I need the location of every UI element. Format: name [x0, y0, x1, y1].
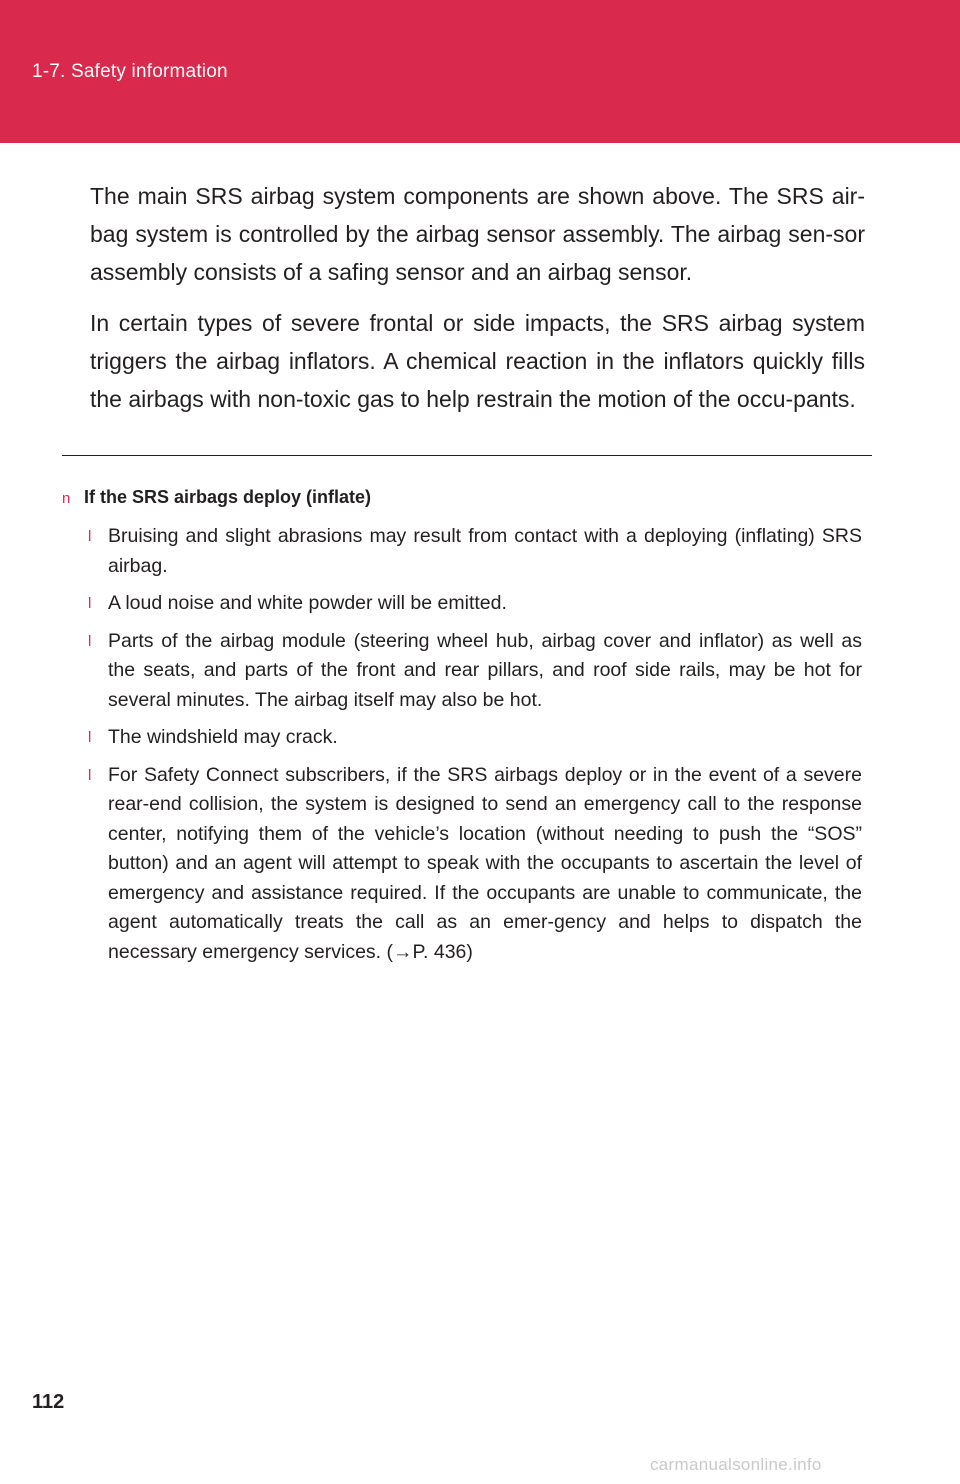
intro-section	[90, 177, 865, 431]
page-number: 112	[32, 1391, 65, 1413]
note-bullet-list	[62, 522, 862, 967]
intro-paragraph: The main SRS airbag system components are shown above. The SRS air-bag system is controlled by the airbag sensor assembly. The airbag sen-sor assembly consists of a safing sensor and an airbag sensor.	[90, 183, 865, 285]
list-item-text: A loud noise and white powder will be emitted.	[108, 592, 507, 614]
list-item	[62, 627, 862, 716]
intro-paragraph: In certain types of severe frontal or side impacts, the SRS airbag system triggers the airbag inflators. A chemical reaction in the inflators quickly fills the airbags with non-toxic gas to help restrain the motion of the occu-pants.	[90, 310, 865, 412]
bullet-icon: l	[88, 766, 92, 784]
square-bullet-icon: n	[62, 490, 71, 507]
bullet-icon: l	[88, 729, 92, 746]
note-heading	[62, 484, 862, 512]
section-title: 1-7. Safety information	[32, 61, 228, 82]
list-item	[62, 761, 862, 968]
list-item-text: The windshield may crack.	[108, 726, 338, 748]
list-item-text: Parts of the airbag module (steering wheel hub, airbag cover and inflator) as well as the seats, and parts of the front and rear pillars, and roof side rails, may be hot for several minutes. The airbag itself may also be hot.	[108, 629, 862, 711]
section-divider	[62, 455, 872, 456]
bullet-icon: l	[88, 632, 92, 650]
bullet-icon: l	[88, 595, 92, 612]
header-band	[0, 0, 960, 143]
list-item	[62, 522, 862, 581]
list-item-text: For Safety Connect subscribers, if the SRS airbags deploy or in the event of a severe rear-end collision, the system is designed to send an emergency call to the response center, notifying them of the vehicle’s location (without needing to push the “SOS” button) and an agent will attempt to speak with the occupants to ascertain the level of emergency and assistance required. If the occupants are unable to communicate, the agent automatically treats the call as an emer-gency and helps to dispatch the necessary emergency services. (→P. 436)	[108, 763, 862, 963]
footer-watermark: carmanualsonline.info	[650, 1455, 822, 1474]
list-item	[62, 589, 862, 619]
deploy-note	[62, 484, 862, 975]
note-heading-text: If the SRS airbags deploy (inflate)	[84, 487, 372, 507]
list-item	[62, 723, 862, 753]
bullet-icon: l	[88, 528, 92, 545]
list-item-text: Bruising and slight abrasions may result from contact with a deploying (inflating) SRS airbag.	[108, 525, 862, 577]
